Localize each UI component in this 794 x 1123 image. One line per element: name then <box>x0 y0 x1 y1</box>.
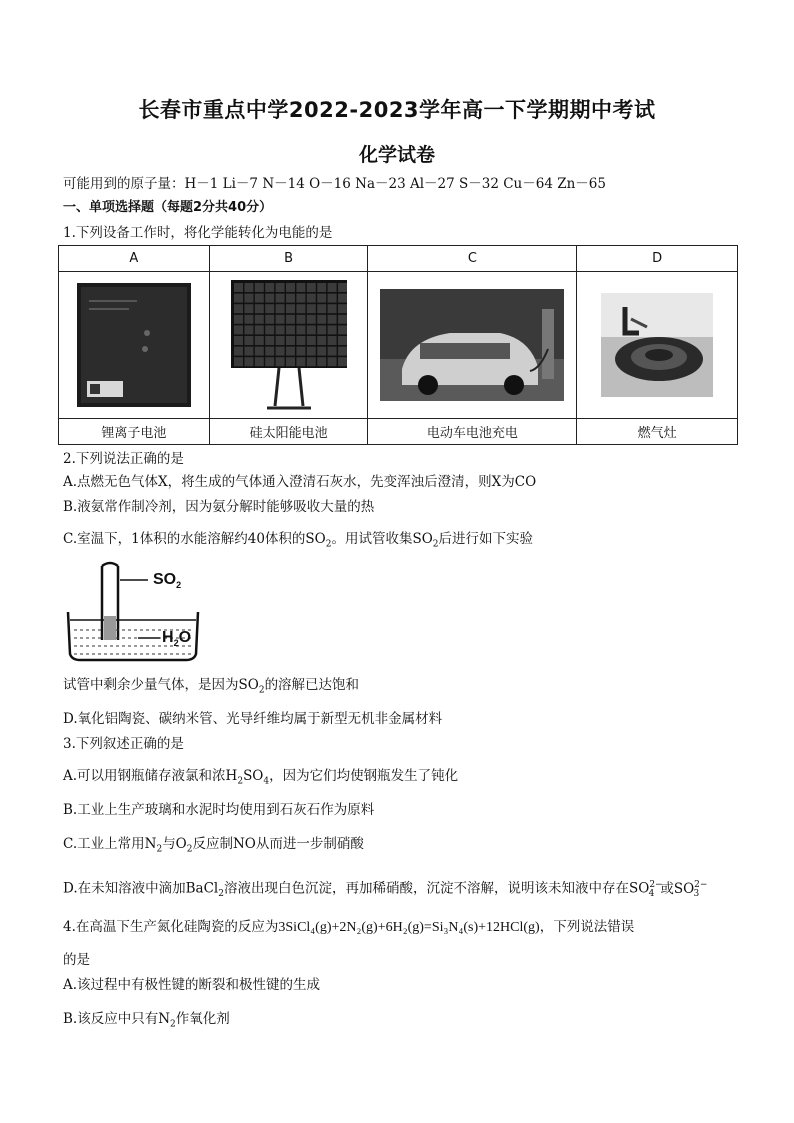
solar-cell <box>244 357 253 366</box>
exam-title: 长春市重点中学2022-2023学年高一下学期期中考试 <box>138 98 656 122</box>
solar-cell <box>286 283 295 292</box>
so2-apparatus-figure <box>64 560 214 664</box>
solar-cell <box>306 325 315 334</box>
solar-cell <box>234 294 243 303</box>
solar-cell <box>286 325 295 334</box>
q2-stem: 2.下列说法正确的是 <box>63 451 184 467</box>
solar-cell <box>338 357 347 366</box>
solar-cell <box>286 294 295 303</box>
solar-cell <box>338 283 347 292</box>
solar-cell <box>234 357 243 366</box>
q2-c2-text-1: 试管中剩余少量气体，是因为SO <box>63 677 259 693</box>
q4-stem <box>63 918 634 937</box>
solar-cell <box>327 357 336 366</box>
solar-cell <box>286 315 295 324</box>
solar-cell <box>286 347 295 356</box>
solar-cell <box>338 347 347 356</box>
atomic-masses: 可能用到的原子量：H－1 Li－7 N－14 O－16 Na－23 Al－27 S－32 Cu－64 Zn－65 <box>63 176 606 192</box>
q3-option-c: C.工业上常用$N_2$与$O_2$反应制NO从而进一步制硝酸 <box>63 836 364 855</box>
q2-c-text-2: 。用试管收集SO <box>331 531 433 547</box>
electric-car-charging-image <box>380 289 564 401</box>
solar-cell <box>244 347 253 356</box>
solar-cell <box>317 325 326 334</box>
q3-d-text-3: 或SO <box>660 880 695 897</box>
solar-cell <box>338 294 347 303</box>
fig-label-so2: $SO_2$ <box>153 571 182 591</box>
solar-cell <box>265 304 274 313</box>
solar-cell <box>286 336 295 345</box>
q1-header-c: C <box>368 246 577 272</box>
solar-cell <box>296 283 305 292</box>
q1-header-d: D <box>577 246 738 272</box>
solar-cell <box>306 357 315 366</box>
solar-cell <box>265 357 274 366</box>
solar-cell <box>234 336 243 345</box>
q1-options-table <box>58 245 738 445</box>
solar-cell <box>317 283 326 292</box>
solar-cell <box>254 315 263 324</box>
solar-cell <box>234 325 243 334</box>
q3-a-text-3: ，因为它们均使钢瓶发生了钝化 <box>269 768 459 784</box>
solar-cell <box>234 304 243 313</box>
solar-cell <box>244 325 253 334</box>
q4-b-text-1: B.该反应中只有N <box>63 1011 171 1027</box>
solar-cell <box>244 304 253 313</box>
q4-stem-text-1: 4.在高温下生产氮化硅陶瓷的反应为 <box>63 919 279 935</box>
solar-cell <box>286 357 295 366</box>
q1-cell-b <box>209 272 368 419</box>
solar-cell <box>317 315 326 324</box>
solar-cell <box>254 294 263 303</box>
solar-cell <box>244 315 253 324</box>
solar-cell <box>244 294 253 303</box>
q2-option-b: B.液氨常作制冷剂，因为氨分解时能够吸收大量的热 <box>63 499 375 515</box>
solar-cell <box>275 347 284 356</box>
q3-a-text-2: SO <box>243 768 264 784</box>
q2-c2-text-2: 的溶解已达饱和 <box>264 677 360 693</box>
q1-stem: 1.下列设备工作时，将化学能转化为电能的是 <box>63 225 333 241</box>
solar-cell <box>254 357 263 366</box>
solar-cell <box>296 294 305 303</box>
solar-cell <box>317 304 326 313</box>
solar-cell <box>265 325 274 334</box>
solar-cell <box>317 347 326 356</box>
solar-cell <box>254 304 263 313</box>
q3-option-a: A.可以用钢瓶储存液氯和浓$H_2SO_4$，因为它们均使钢瓶发生了钝化 <box>63 768 459 787</box>
solar-cell <box>254 325 263 334</box>
q3-stem: 3.下列叙述正确的是 <box>63 736 184 752</box>
q1-cell-a <box>59 272 210 419</box>
solar-cell <box>275 304 284 313</box>
solar-cell <box>244 336 253 345</box>
solar-cell <box>317 357 326 366</box>
solar-cell <box>234 315 243 324</box>
q4-stem-cont: 的是 <box>63 952 90 968</box>
q3-option-d: D.在未知溶液中滴加BaCl$_2$溶液出现白色沉淀，再加稀硝酸，沉淀不溶解，说明该未知液中存在$SO^{2-}_4$ 或$SO^{2-}_3$ <box>63 880 708 900</box>
solar-cell <box>265 315 274 324</box>
q1-caption-b: 硅太阳能电池 <box>209 419 368 445</box>
q2-option-c: C.室温下，1体积的水能溶解约40体积的$SO_2$。用试管收集$SO_2$后进行如下实验 <box>63 531 534 550</box>
solar-cell <box>306 315 315 324</box>
solar-cell <box>306 336 315 345</box>
section-heading: 一、单项选择题（每题2分共40分） <box>63 200 273 215</box>
solar-cell <box>306 283 315 292</box>
solar-cell <box>265 283 274 292</box>
q2-option-c-cont: 试管中剩余少量气体，是因为$SO_2$的溶解已达饱和 <box>63 677 360 696</box>
solar-cell <box>306 304 315 313</box>
q4-equation: 3SiCl₄(g)+2N₂(g)+6H₂(g)=Si₃N₄(s)+12HCl(g) <box>278 920 540 935</box>
solar-cell <box>296 315 305 324</box>
q1-cell-d <box>577 272 738 419</box>
lithium-battery-image <box>77 283 191 407</box>
solar-cell <box>317 336 326 345</box>
q3-a-text-1: A.可以用钢瓶储存液氯和浓H <box>63 768 238 784</box>
solar-cell <box>317 294 326 303</box>
solar-cell <box>296 304 305 313</box>
solar-cell <box>296 336 305 345</box>
solar-cell <box>254 336 263 345</box>
solar-cell <box>275 283 284 292</box>
q1-caption-c: 电动车电池充电 <box>368 419 577 445</box>
solar-cell <box>275 315 284 324</box>
q2-option-a: A.点燃无色气体X，将生成的气体通入澄清石灰水，先变浑浊后澄清，则X为CO <box>63 474 537 490</box>
gas-stove-image <box>601 293 713 397</box>
solar-cell <box>265 336 274 345</box>
q1-header-b: B <box>209 246 368 272</box>
q1-cell-c <box>368 272 577 419</box>
solar-cell <box>306 294 315 303</box>
q2-c-text-3: 后进行如下实验 <box>438 531 534 547</box>
solar-cell <box>327 315 336 324</box>
solar-cell <box>327 294 336 303</box>
solar-cell <box>265 347 274 356</box>
solar-cell <box>327 325 336 334</box>
q4-stem-text-2: ，下列说法错误 <box>539 919 635 935</box>
q1-caption-d: 燃气灶 <box>577 419 738 445</box>
solar-cell <box>338 304 347 313</box>
solar-cell <box>296 357 305 366</box>
solar-cell <box>286 304 295 313</box>
q4-option-a: A.该过程中有极性键的断裂和极性键的生成 <box>63 977 321 993</box>
fig-label-h2o-text: H <box>162 629 174 646</box>
solar-panel-image <box>229 278 349 412</box>
solar-cell <box>338 336 347 345</box>
q3-c-text-3: 反应制NO从而进一步制硝酸 <box>192 836 364 852</box>
q3-d-text-1: D.在未知溶液中滴加BaCl <box>63 880 219 897</box>
exam-subtitle: 化学试卷 <box>358 144 435 166</box>
q3-d-text-2: 溶液出现白色沉淀，再加稀硝酸，沉淀不溶解，说明该未知液中存在SO <box>223 880 650 897</box>
solar-cell <box>338 325 347 334</box>
solar-cell <box>254 283 263 292</box>
solar-cell <box>265 294 274 303</box>
solar-cell <box>296 347 305 356</box>
solar-cell <box>275 357 284 366</box>
solar-cell <box>275 294 284 303</box>
solar-cell <box>306 347 315 356</box>
solar-cell <box>234 347 243 356</box>
solar-cell <box>327 304 336 313</box>
solar-cell <box>327 347 336 356</box>
solar-cell <box>244 283 253 292</box>
q4-option-b: B.该反应中只有$N_2$作氧化剂 <box>63 1011 230 1030</box>
solar-cell <box>296 325 305 334</box>
q3-option-b: B.工业上生产玻璃和水泥时均使用到石灰石作为原料 <box>63 802 375 818</box>
q3-c-text-2: 与O <box>162 836 187 852</box>
solar-cell <box>338 315 347 324</box>
q1-caption-a: 锂离子电池 <box>59 419 210 445</box>
fig-label-so2-text: SO <box>153 571 177 588</box>
q2-option-d: D.氧化铝陶瓷、碳纳米管、光导纤维均属于新型无机非金属材料 <box>63 711 443 727</box>
solar-cell <box>275 336 284 345</box>
solar-cell <box>275 325 284 334</box>
q4-b-text-2: 作氧化剂 <box>175 1011 230 1027</box>
q3-c-text-1: C.工业上常用N <box>63 836 157 852</box>
q1-header-a: A <box>59 246 210 272</box>
fig-label-h2o: $H_2O$ <box>162 629 192 649</box>
solar-cell <box>254 347 263 356</box>
q2-c-text-1: C.室温下，1体积的水能溶解约40体积的SO <box>63 531 326 547</box>
solar-cell <box>327 336 336 345</box>
solar-cell <box>327 283 336 292</box>
solar-cell <box>234 283 243 292</box>
